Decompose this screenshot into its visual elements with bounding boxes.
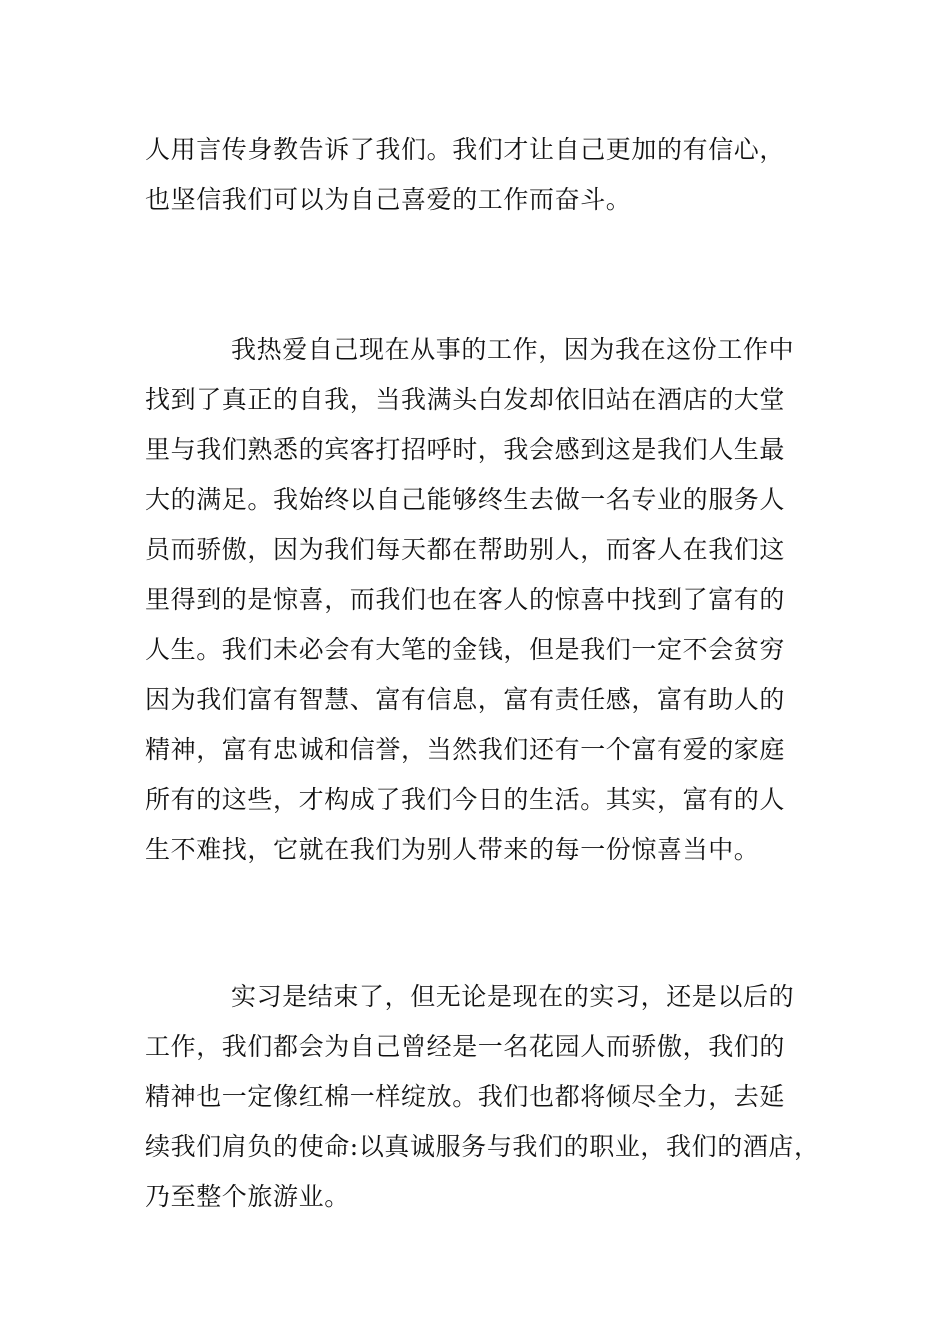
- paragraph-2-line-2: 找到了真正的自我，当我满头白发却依旧站在酒店的大堂: [145, 385, 786, 414]
- paragraph-3-line-4: 续我们肩负的使命:以真诚服务与我们的职业，我们的酒店，: [145, 1132, 820, 1161]
- paragraph-2-line-7: 人生。我们未必会有大笔的金钱，但是我们一定不会贫穷: [145, 635, 786, 664]
- paragraph-2-line-3: 里与我们熟悉的宾客打招呼时，我会感到这是我们人生最: [145, 435, 786, 464]
- paragraph-2-line-1: 我热爱自己现在从事的工作，因为我在这份工作中: [231, 335, 795, 364]
- paragraph-1-line-2: 也坚信我们可以为自己喜爱的工作而奋斗。: [145, 185, 632, 214]
- paragraph-2-line-9: 精神，富有忠诚和信誉，当然我们还有一个富有爱的家庭: [145, 735, 786, 764]
- paragraph-2-line-4: 大的满足。我始终以自己能够终生去做一名专业的服务人: [145, 485, 786, 514]
- paragraph-3-line-2: 工作，我们都会为自己曾经是一名花园人而骄傲，我们的: [145, 1032, 786, 1061]
- paragraph-2-line-10: 所有的这些，才构成了我们今日的生活。其实，富有的人: [145, 785, 786, 814]
- paragraph-2-line-6: 里得到的是惊喜，而我们也在客人的惊喜中找到了富有的: [145, 585, 786, 614]
- paragraph-2-line-8: 因为我们富有智慧、富有信息，富有责任感，富有助人的: [145, 685, 786, 714]
- paragraph-1-line-1: 人用言传身教告诉了我们。我们才让自己更加的有信心，: [145, 135, 786, 164]
- paragraph-2-line-11: 生不难找，它就在我们为别人带来的每一份惊喜当中。: [145, 835, 760, 864]
- paragraph-3-line-5: 乃至整个旅游业。: [145, 1182, 350, 1211]
- paragraph-3-line-3: 精神也一定像红棉一样绽放。我们也都将倾尽全力，去延: [145, 1082, 786, 1111]
- paragraph-3-line-1: 实习是结束了，但无论是现在的实习，还是以后的: [231, 982, 795, 1011]
- paragraph-2-line-5: 员而骄傲，因为我们每天都在帮助别人，而客人在我们这: [145, 535, 786, 564]
